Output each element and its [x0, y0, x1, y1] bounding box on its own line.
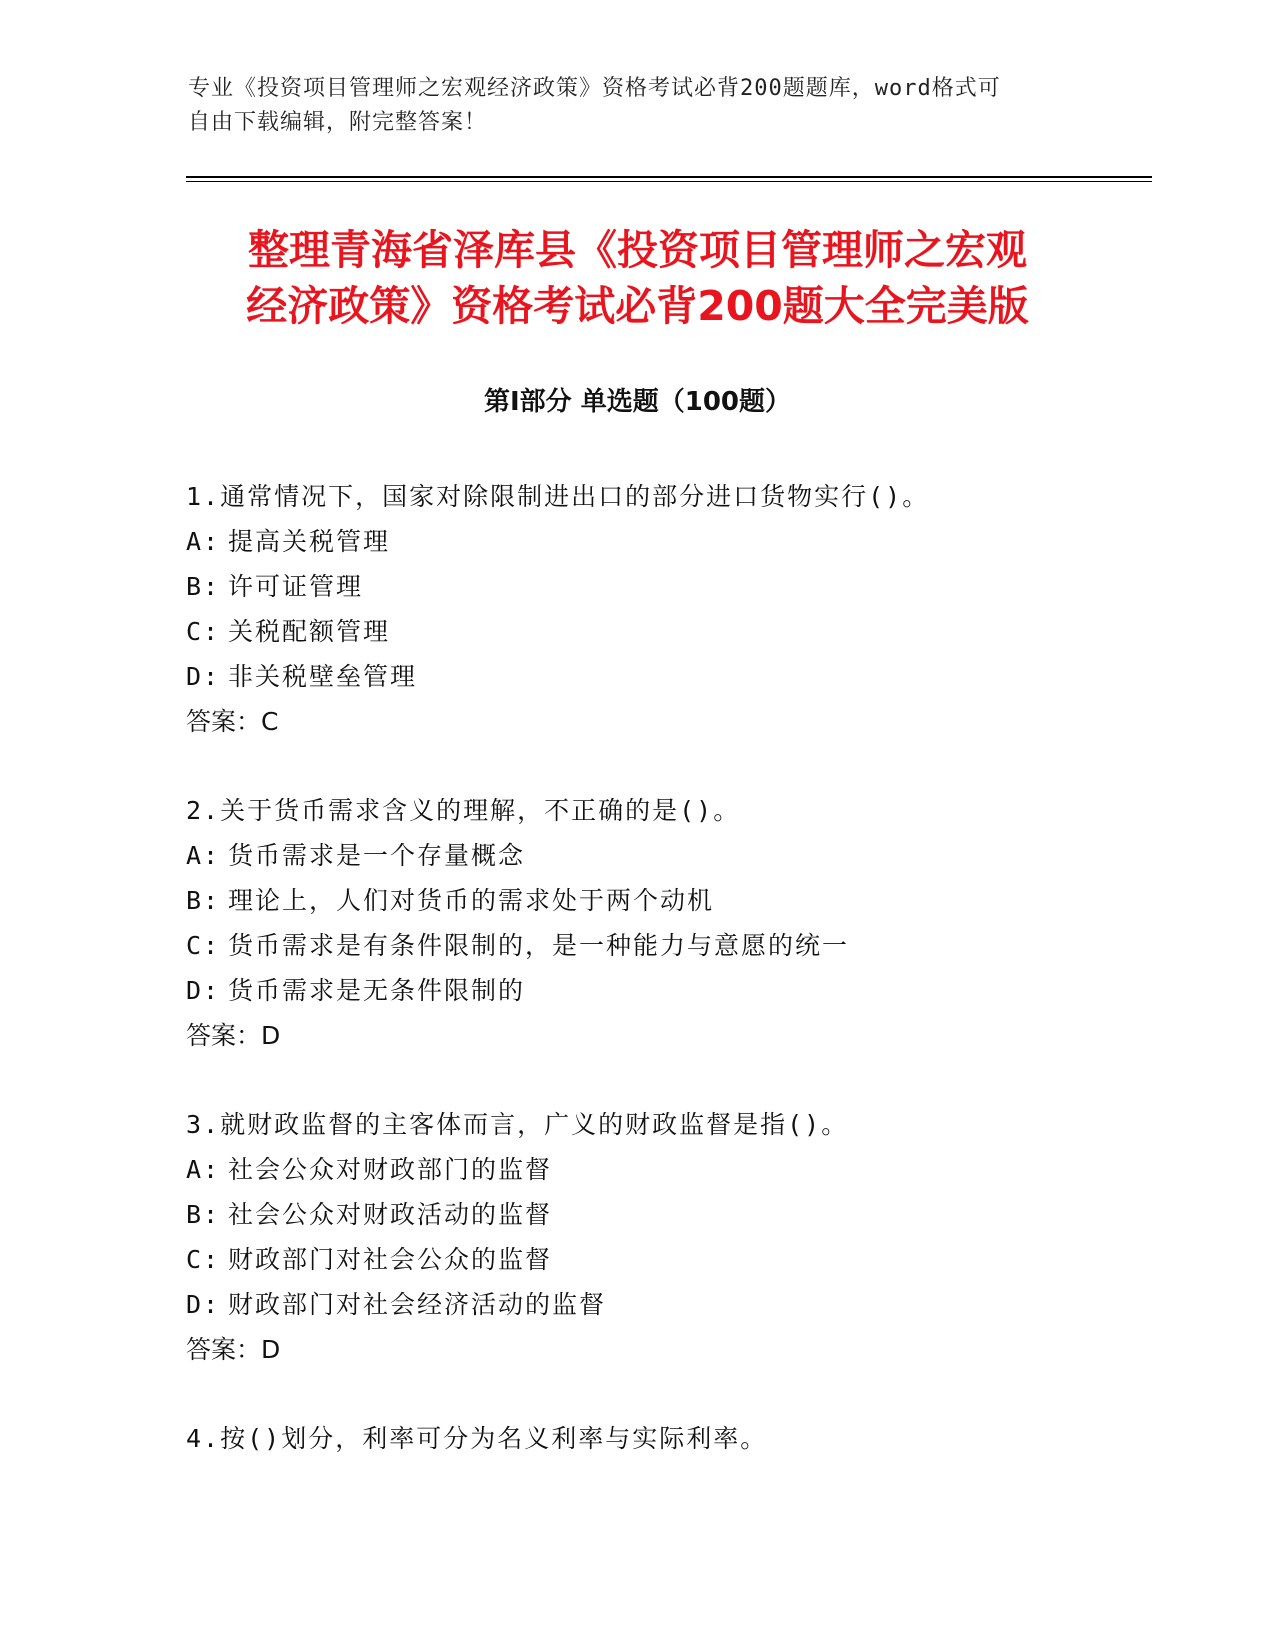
question-4 — [186, 1416, 1136, 1461]
option-d — [186, 968, 1136, 1013]
header-note-line-1: 专业《投资项目管理师之宏观经济政策》资格考试必背200题题库，word格式可 — [188, 76, 1001, 101]
option-text: 财政部门对社会公众的监督 — [228, 1245, 553, 1274]
document-title-line-2: 经济政策》资格考试必背200题大全完美版 — [246, 282, 1029, 330]
option-text: 非关税壁垒管理 — [228, 662, 418, 691]
option-text: 社会公众对财政活动的监督 — [228, 1200, 553, 1229]
answer: 答案：D — [186, 1021, 281, 1050]
option-letter: C: — [186, 617, 221, 646]
option-letter: B: — [186, 1200, 221, 1229]
section-title: 第Ⅰ部分 单选题（100题） — [484, 387, 791, 417]
option-text: 货币需求是无条件限制的 — [228, 976, 526, 1005]
option-d — [186, 1282, 1136, 1327]
option-text: 提高关税管理 — [228, 527, 391, 556]
option-letter: A: — [186, 1155, 221, 1184]
header-note — [188, 72, 1068, 140]
option-letter: B: — [186, 572, 221, 601]
question-list — [186, 474, 1136, 1505]
question-2 — [186, 788, 1136, 1058]
question-1 — [186, 474, 1136, 744]
option-c — [186, 923, 1136, 968]
answer: 答案：C — [186, 707, 279, 736]
option-text: 货币需求是有条件限制的，是一种能力与意愿的统一 — [228, 931, 850, 960]
option-text: 社会公众对财政部门的监督 — [228, 1155, 553, 1184]
question-stem: 4.按()划分，利率可分为名义利率与实际利率。 — [186, 1424, 768, 1453]
question-stem: 1.通常情况下，国家对除限制进出口的部分进口货物实行()。 — [186, 482, 930, 511]
option-c — [186, 609, 1136, 654]
question-3 — [186, 1102, 1136, 1372]
question-stem: 3.就财政监督的主客体而言，广义的财政监督是指()。 — [186, 1110, 849, 1139]
document-title — [150, 222, 1125, 334]
option-letter: A: — [186, 841, 221, 870]
option-a — [186, 1147, 1136, 1192]
option-letter: B: — [186, 886, 221, 915]
option-text: 财政部门对社会经济活动的监督 — [228, 1290, 607, 1319]
option-b — [186, 878, 1136, 923]
option-c — [186, 1237, 1136, 1282]
option-b — [186, 1192, 1136, 1237]
option-b — [186, 564, 1136, 609]
header-divider-thin — [186, 181, 1152, 182]
option-a — [186, 519, 1136, 564]
option-text: 理论上，人们对货币的需求处于两个动机 — [228, 886, 715, 915]
option-letter: A: — [186, 527, 221, 556]
header-note-line-2: 自由下载编辑，附完整答案！ — [188, 110, 488, 135]
header-divider-thick — [186, 176, 1152, 178]
question-stem: 2.关于货币需求含义的理解，不正确的是()。 — [186, 796, 741, 825]
option-d — [186, 654, 1136, 699]
document-title-line-1: 整理青海省泽库县《投资项目管理师之宏观 — [248, 226, 1027, 274]
option-text: 许可证管理 — [228, 572, 364, 601]
option-letter: D: — [186, 662, 221, 691]
answer: 答案：D — [186, 1335, 281, 1364]
option-letter: D: — [186, 1290, 221, 1319]
option-text: 货币需求是一个存量概念 — [228, 841, 526, 870]
option-letter: C: — [186, 931, 221, 960]
option-letter: C: — [186, 1245, 221, 1274]
option-text: 关税配额管理 — [228, 617, 391, 646]
option-a — [186, 833, 1136, 878]
option-letter: D: — [186, 976, 221, 1005]
